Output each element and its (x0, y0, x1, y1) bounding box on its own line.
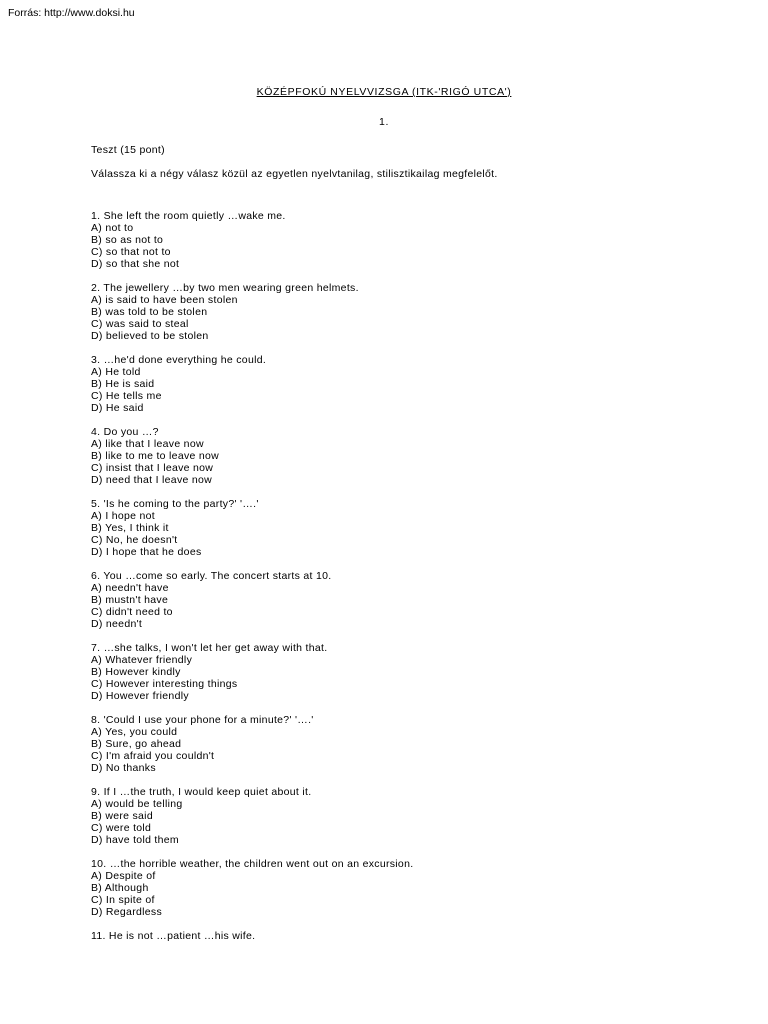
instruction: Válassza ki a négy válasz közül az egyetlen nyelvtanilag, stilisztikailag megfelelőt. (91, 168, 498, 180)
answer-option: A) needn't have (91, 582, 169, 594)
question-text: 9. If I …the truth, I would keep quiet about it. (91, 786, 312, 798)
answer-option: C) However interesting things (91, 678, 238, 690)
question-list (91, 210, 731, 942)
answer-option: B) He is said (91, 378, 155, 390)
answer-option: B) Sure, go ahead (91, 738, 182, 750)
answer-option: D) need that I leave now (91, 474, 213, 486)
question-text: 5. 'Is he coming to the party?' '….' (91, 498, 259, 510)
answer-option: C) I'm afraid you couldn't (91, 750, 215, 762)
answer-option: D) needn't (91, 618, 143, 630)
answer-option: A) He told (91, 366, 141, 378)
question-text: 6. You …come so early. The concert starts at 10. (91, 570, 332, 582)
test-label: Teszt (15 pont) (91, 144, 165, 156)
question-item (91, 282, 731, 342)
exam-title (0, 86, 768, 98)
answer-option: A) not to (91, 222, 134, 234)
question-item (91, 642, 731, 702)
question-item (91, 930, 731, 942)
answer-option: C) In spite of (91, 894, 155, 906)
answer-option: B) was told to be stolen (91, 306, 208, 318)
question-item (91, 714, 731, 774)
answer-option: D) I hope that he does (91, 546, 202, 558)
question-text: 10. …the horrible weather, the children went out on an excursion. (91, 858, 414, 870)
answer-option: C) No, he doesn't (91, 534, 178, 546)
answer-option: D) have told them (91, 834, 179, 846)
question-item (91, 786, 731, 846)
test-content (91, 144, 731, 954)
answer-option: D) No thanks (91, 762, 156, 774)
answer-option: C) were told (91, 822, 152, 834)
answer-option: A) Yes, you could (91, 726, 178, 738)
answer-option: A) is said to have been stolen (91, 294, 238, 306)
question-text: 7. …she talks, I won't let her get away with that. (91, 642, 328, 654)
question-text: 8. 'Could I use your phone for a minute?' '….' (91, 714, 314, 726)
exam-title-text: KÖZÉPFOKÚ NYELVVIZSGA (ITK-'RIGÓ UTCA') (256, 86, 512, 98)
answer-option: B) However kindly (91, 666, 181, 678)
answer-option: A) Despite of (91, 870, 156, 882)
answer-option: D) believed to be stolen (91, 330, 209, 342)
answer-option: B) like to me to leave now (91, 450, 220, 462)
question-item (91, 570, 731, 630)
question-text: 2. The jewellery …by two men wearing green helmets. (91, 282, 359, 294)
answer-option: D) so that she not (91, 258, 180, 270)
question-item (91, 426, 731, 486)
answer-option: D) However friendly (91, 690, 189, 702)
answer-option: B) were said (91, 810, 153, 822)
question-item (91, 210, 731, 270)
answer-option: C) so that not to (91, 246, 171, 258)
source-line: Forrás: http://www.doksi.hu (8, 7, 135, 19)
question-text: 1. She left the room quietly …wake me. (91, 210, 286, 222)
answer-option: A) Whatever friendly (91, 654, 193, 666)
answer-option: C) insist that I leave now (91, 462, 214, 474)
answer-option: A) I hope not (91, 510, 156, 522)
question-text: 11. He is not …patient …his wife. (91, 930, 256, 942)
answer-option: B) so as not to (91, 234, 164, 246)
answer-option: B) Although (91, 882, 149, 894)
page-number: 1. (379, 116, 389, 128)
question-item (91, 354, 731, 414)
answer-option: D) Regardless (91, 906, 163, 918)
answer-option: B) Yes, I think it (91, 522, 169, 534)
question-item (91, 498, 731, 558)
question-item (91, 858, 731, 918)
answer-option: B) mustn't have (91, 594, 169, 606)
answer-option: A) would be telling (91, 798, 183, 810)
question-text: 4. Do you …? (91, 426, 159, 438)
question-text: 3. …he'd done everything he could. (91, 354, 267, 366)
answer-option: D) He said (91, 402, 144, 414)
answer-option: C) was said to steal (91, 318, 189, 330)
answer-option: C) didn't need to (91, 606, 173, 618)
answer-option: C) He tells me (91, 390, 162, 402)
answer-option: A) like that I leave now (91, 438, 204, 450)
